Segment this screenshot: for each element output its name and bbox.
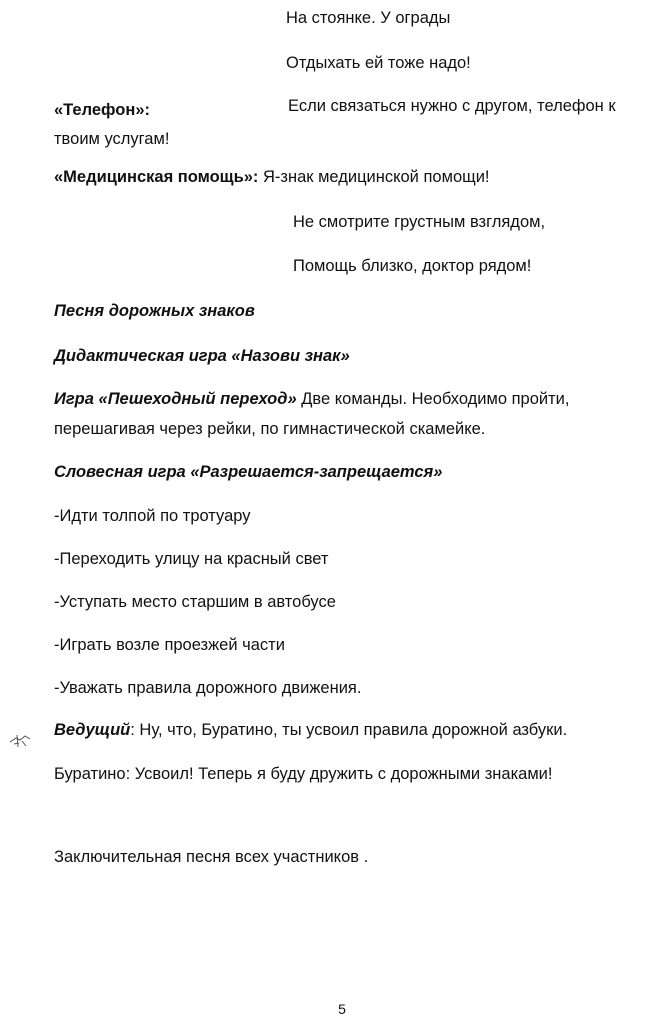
scan-speck-icon	[6, 722, 34, 752]
crossing-game-line	[54, 389, 570, 409]
final-song-line: Заключительная песня всех участников .	[54, 848, 369, 866]
list-item: -Уважать правила дорожного движения.	[54, 679, 362, 697]
crossing-game-title: Игра «Пешеходный переход»	[54, 390, 297, 408]
list-item: -Идти толпой по тротуару	[54, 507, 251, 525]
list-item: -Уступать место старшим в автобусе	[54, 593, 336, 611]
page-number: 5	[338, 1001, 346, 1017]
word-game-heading: Словесная игра «Разрешается-запрещается»	[54, 463, 443, 481]
buratino-line: Буратино: Усвоил! Теперь я буду дружить с дорожными знаками!	[54, 765, 553, 783]
crossing-game-line: перешагивая через рейки, по гимнастической скамейке.	[54, 420, 486, 438]
list-item: -Переходить улицу на красный свет	[54, 550, 329, 568]
didactic-game-heading: Дидактическая игра «Назови знак»	[54, 347, 350, 365]
host-text: : Ну, что, Буратино, ты усвоил правила дорожной азбуки.	[130, 721, 568, 739]
crossing-game-text: Две команды. Необходимо пройти,	[296, 390, 570, 408]
medical-line: Не смотрите грустным взглядом,	[293, 213, 546, 231]
telefon-line: Если связаться нужно с другом, телефон к	[288, 97, 616, 115]
speaker-telefon: «Телефон»:	[54, 101, 150, 119]
host-line	[54, 720, 567, 740]
speaker-medical: «Медицинская помощь»:	[54, 168, 259, 186]
medical-line	[54, 167, 490, 187]
telefon-line: твоим услугам!	[54, 130, 170, 148]
poem-line: Отдыхать ей тоже надо!	[286, 54, 471, 72]
medical-text: Я-знак медицинской помощи!	[258, 168, 490, 186]
speaker-host: Ведущий	[54, 721, 131, 739]
song-heading: Песня дорожных знаков	[54, 302, 255, 320]
poem-line: На стоянке. У ограды	[286, 9, 451, 27]
list-item: -Играть возле проезжей части	[54, 636, 285, 654]
medical-line: Помощь близко, доктор рядом!	[293, 257, 532, 275]
